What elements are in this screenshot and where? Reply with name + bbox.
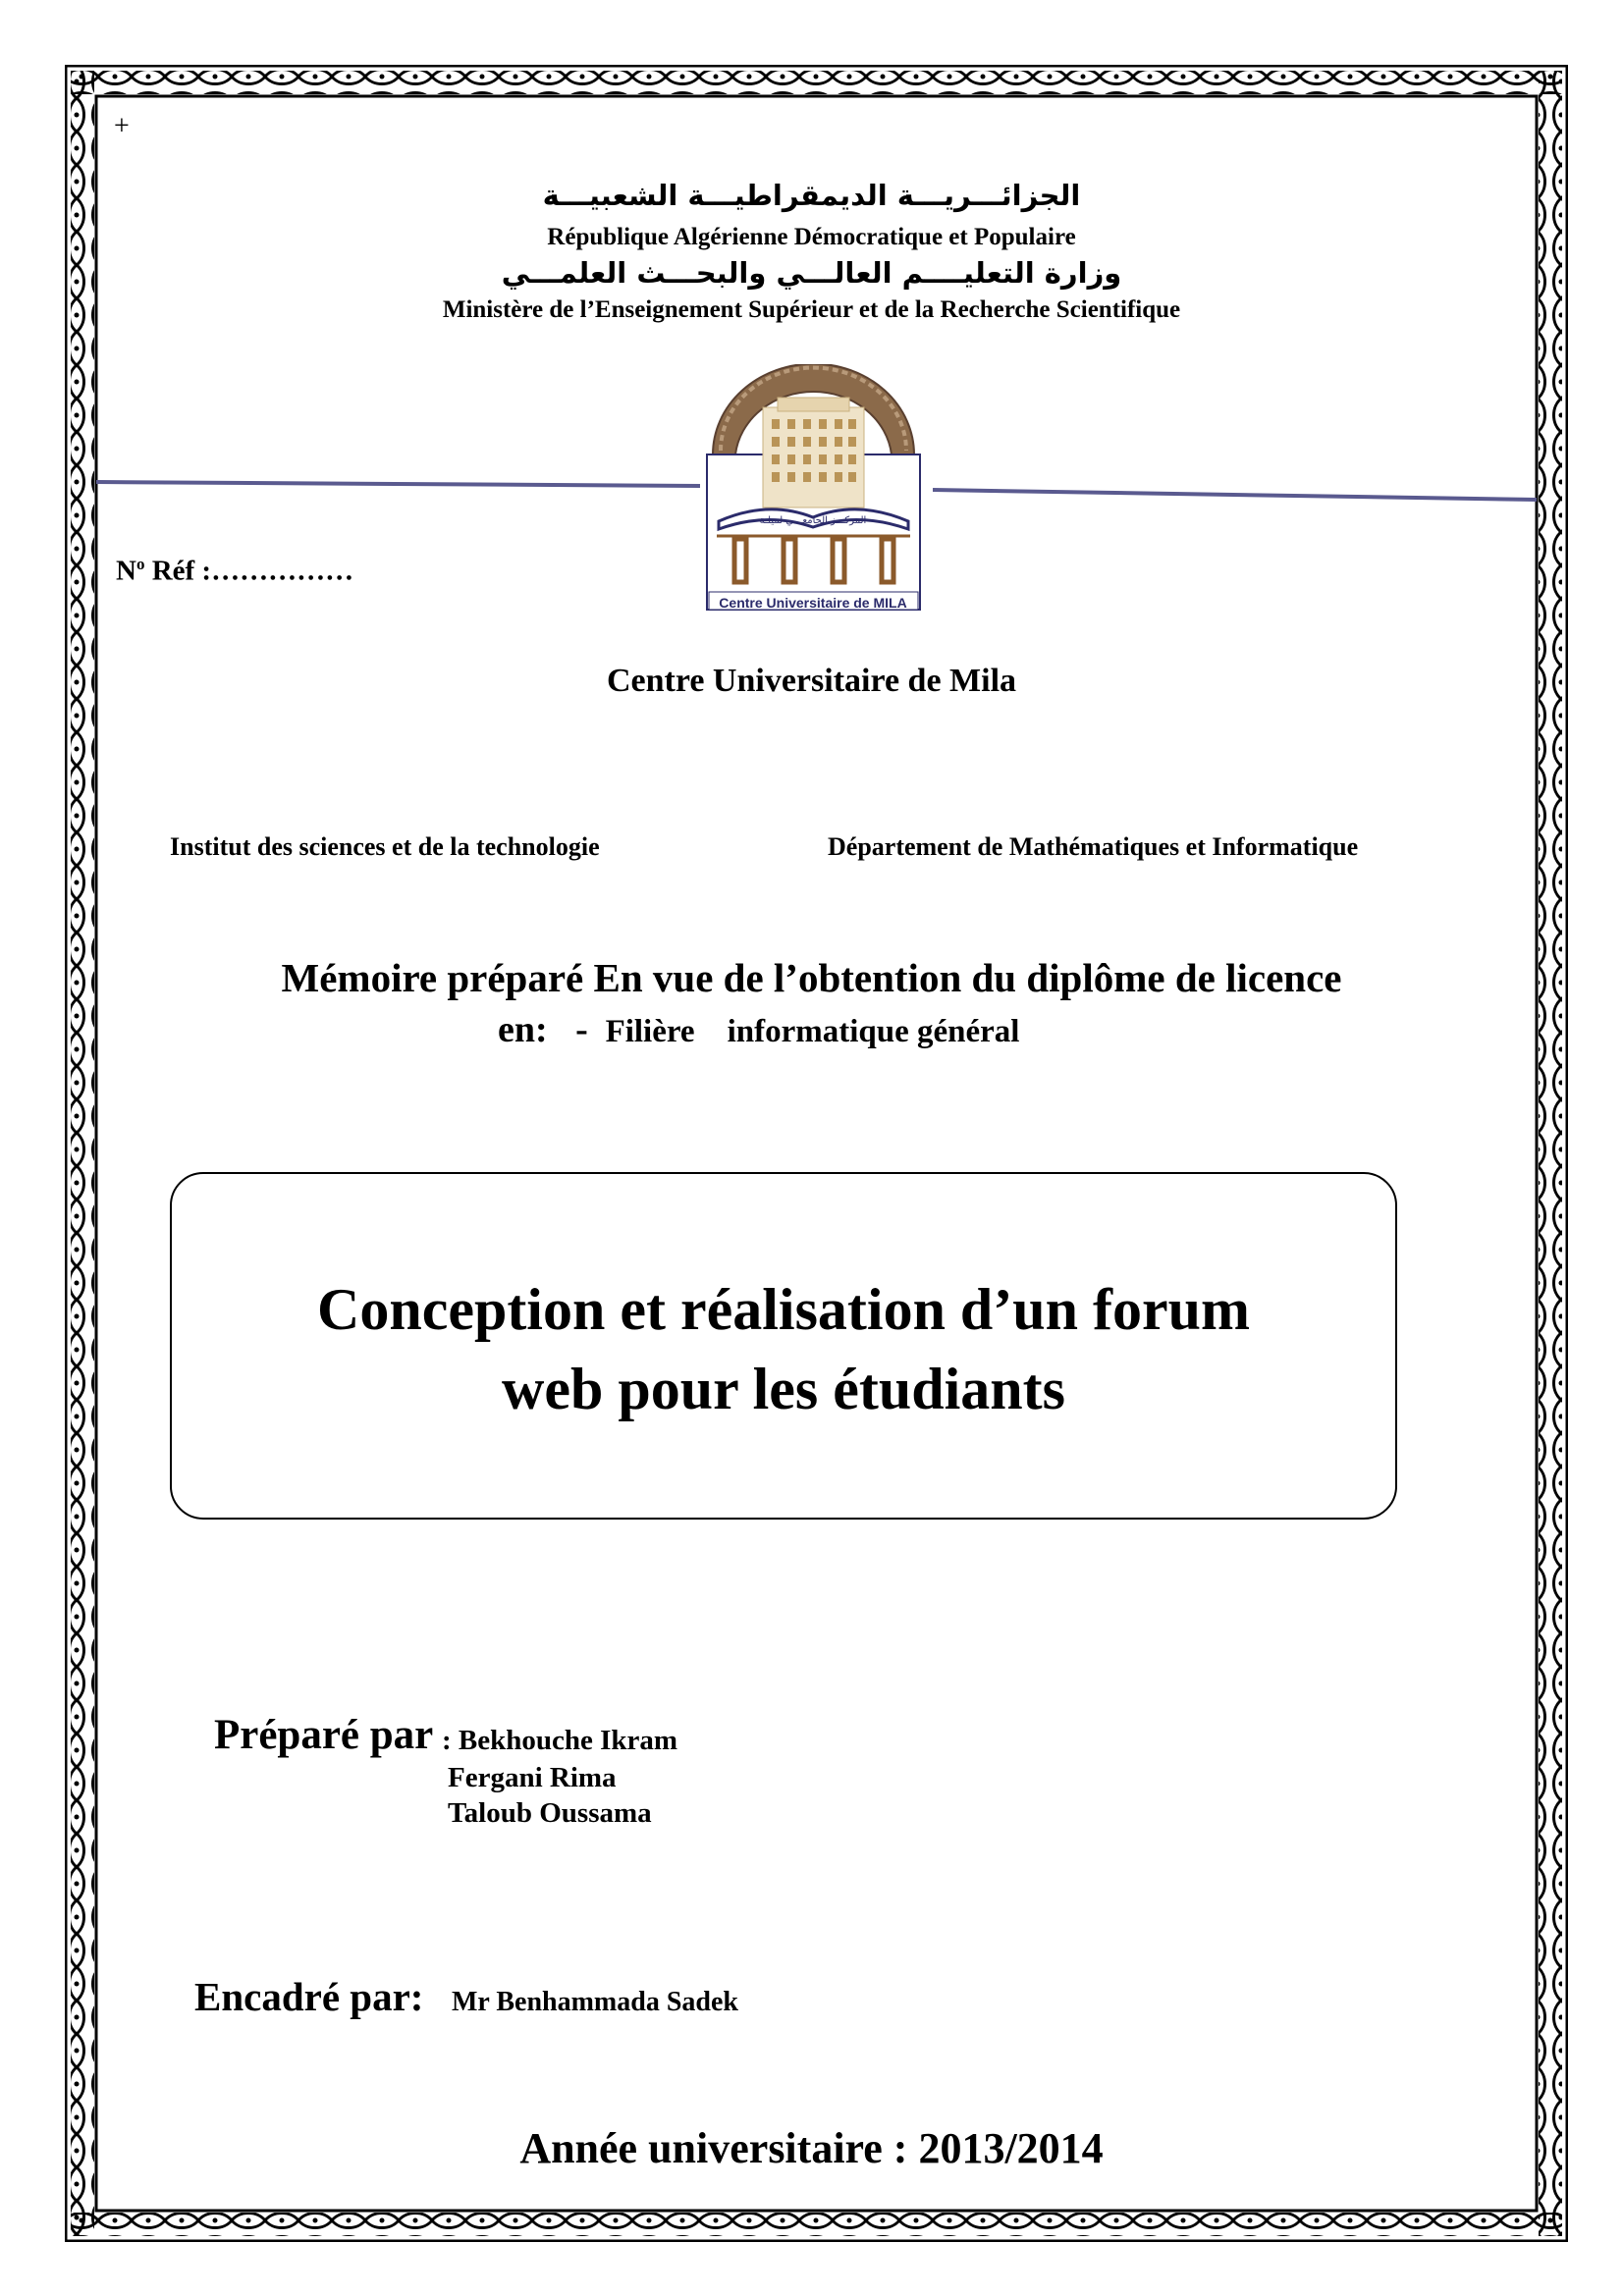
arabic-republic-heading: الجزائـــريـــة الديمقراطيـــة الشعبيـــة: [542, 179, 1081, 212]
reference-number: $N^o$ Réf :……………: [116, 555, 354, 587]
supervised-by-label: Encadré par:: [194, 1974, 424, 2019]
institution-name: Centre Universitaire de Mila: [606, 663, 1017, 699]
header-rule-left: [96, 479, 700, 489]
institute-name: Institut des sciences et de la technologie: [170, 832, 600, 861]
author-name: Taloub Oussama: [448, 1797, 652, 1829]
memoire-field: en: - Filière informatique général: [498, 1009, 1020, 1050]
author-name: Fergani Rima: [448, 1762, 617, 1793]
university-logo: [699, 364, 928, 614]
ministry-heading: Ministère de l’Enseignement Supérieur et de la Recherche Scientifique: [442, 296, 1181, 323]
logo-arabic-band: المركـــز الجامعـــي لميلـة: [759, 515, 867, 526]
corner-plus-mark: +: [114, 111, 130, 141]
author-name: : Bekhouche Ikram: [442, 1725, 678, 1756]
header-rule-right: [933, 487, 1537, 503]
republic-heading: République Algérienne Démocratique et Populaire: [547, 224, 1076, 250]
prepared-by-label: Préparé par: [214, 1712, 434, 1758]
arabic-ministry-heading: وزارة التعليــــم العالـــي والبحـــث العلمـــي: [501, 256, 1122, 290]
department-name: Département de Mathématiques et Informatique: [828, 832, 1359, 861]
thesis-title-line-2: web pour les étudiants: [502, 1357, 1065, 1421]
thesis-title-line-1: Conception et réalisation d’un forum: [317, 1277, 1250, 1342]
memoire-purpose: Mémoire préparé En vue de l’obtention du diplôme de licence: [281, 955, 1342, 1000]
academic-year: Année universitaire : 2013/2014: [519, 2124, 1104, 2172]
thesis-title-box: [170, 1172, 1397, 1520]
supervisor-name: Mr Benhammada Sadek: [452, 1987, 738, 2017]
logo-caption: Centre Universitaire de MILA: [719, 595, 907, 611]
